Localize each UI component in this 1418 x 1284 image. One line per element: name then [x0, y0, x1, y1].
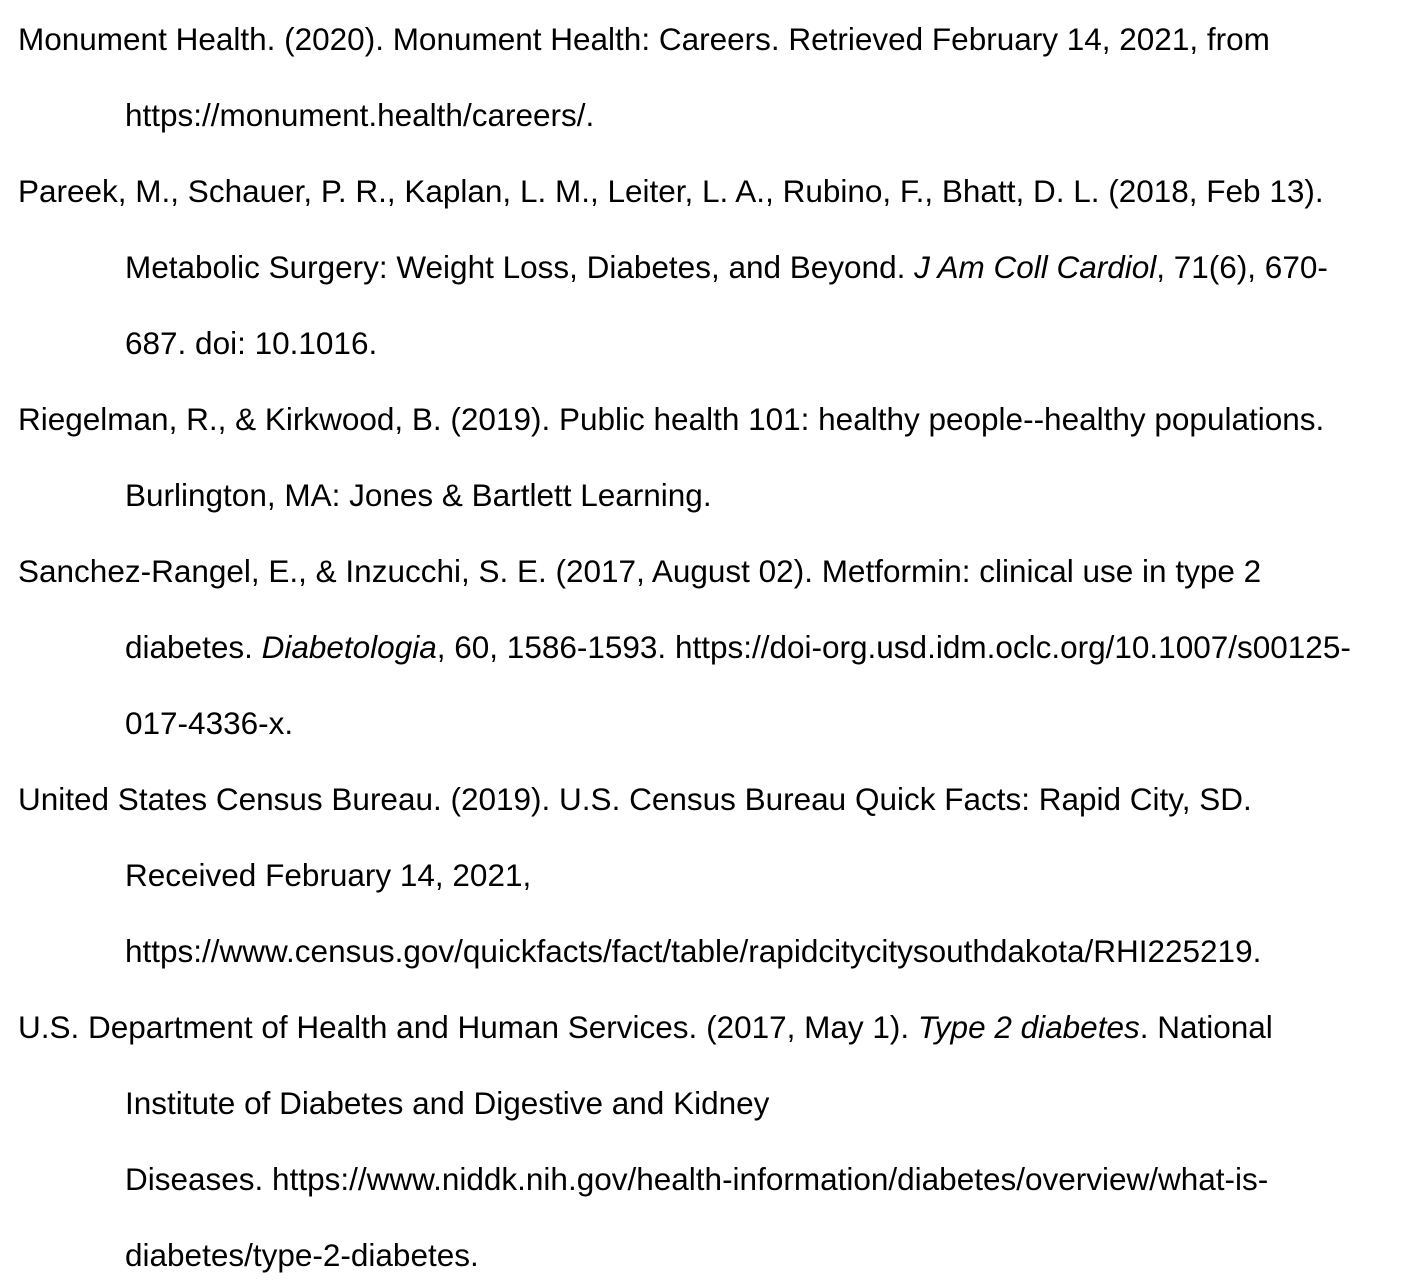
reference-continuation-line — [125, 703, 293, 743]
reference-first-line — [18, 171, 1324, 211]
reference-continuation-line — [125, 855, 531, 895]
reference-text: https://www.census.gov/quickfacts/fact/table/rapidcitycitysouthdakota/RHI225219. — [125, 933, 1262, 969]
reference-text: , 60, 1586-1593. https://doi-org.usd.idm.oclc.org/10.1007/s00125- — [436, 629, 1351, 665]
reference-first-line — [18, 551, 1261, 591]
reference-text: Received February 14, 2021, — [125, 857, 532, 893]
reference-text: 017-4336-x. — [125, 705, 294, 741]
reference-continuation-line — [125, 1083, 769, 1123]
reference-text: United States Census Bureau. (2019). U.S. Census Bureau Quick Facts: Rapid City, SD. — [18, 781, 1252, 817]
reference-continuation-line — [125, 323, 377, 363]
reference-text: Metabolic Surgery: Weight Loss, Diabetes, and Beyond. — [125, 249, 915, 285]
reference-continuation-line — [125, 1159, 1268, 1199]
reference-continuation-line — [125, 627, 1351, 667]
reference-text: 687. doi: 10.1016. — [125, 325, 378, 361]
reference-text: diabetes/type-2-diabetes. — [125, 1237, 479, 1273]
reference-continuation-line — [125, 95, 594, 135]
reference-text: diabetes. — [125, 629, 262, 665]
reference-first-line — [18, 19, 1270, 59]
reference-text: Burlington, MA: Jones & Bartlett Learning. — [125, 477, 712, 513]
reference-text: https://monument.health/careers/. — [125, 97, 595, 133]
reference-text: Sanchez-Rangel, E., & Inzucchi, S. E. (2017, August 02). Metformin: clinical use in type 2 — [18, 553, 1262, 589]
reference-source-title: Diabetologia — [261, 629, 437, 665]
reference-text: Diseases. https://www.niddk.nih.gov/health-information/diabetes/overview/what-is- — [125, 1161, 1269, 1197]
reference-continuation-line — [125, 247, 1328, 287]
reference-text: Riegelman, R., & Kirkwood, B. (2019). Public health 101: healthy people--healthy populations. — [18, 401, 1325, 437]
reference-text: Institute of Diabetes and Digestive and Kidney — [125, 1085, 770, 1121]
reference-text: . National — [1139, 1009, 1273, 1045]
reference-text: , 71(6), 670- — [1156, 249, 1328, 285]
reference-first-line — [18, 779, 1252, 819]
reference-first-line — [18, 1007, 1273, 1047]
reference-continuation-line — [125, 1235, 479, 1275]
reference-text: U.S. Department of Health and Human Services. (2017, May 1). — [18, 1009, 918, 1045]
reference-first-line — [18, 399, 1324, 439]
reference-source-title: Type 2 diabetes — [917, 1009, 1140, 1045]
reference-text: Pareek, M., Schauer, P. R., Kaplan, L. M., Leiter, L. A., Rubino, F., Bhatt, D. L. (2018, Feb 13). — [18, 173, 1324, 209]
reference-source-title: J Am Coll Cardiol — [914, 249, 1157, 285]
reference-text: Monument Health. (2020). Monument Health: Careers. Retrieved February 14, 2021, from — [18, 21, 1270, 57]
reference-continuation-line — [125, 475, 712, 515]
reference-continuation-line — [125, 931, 1261, 971]
